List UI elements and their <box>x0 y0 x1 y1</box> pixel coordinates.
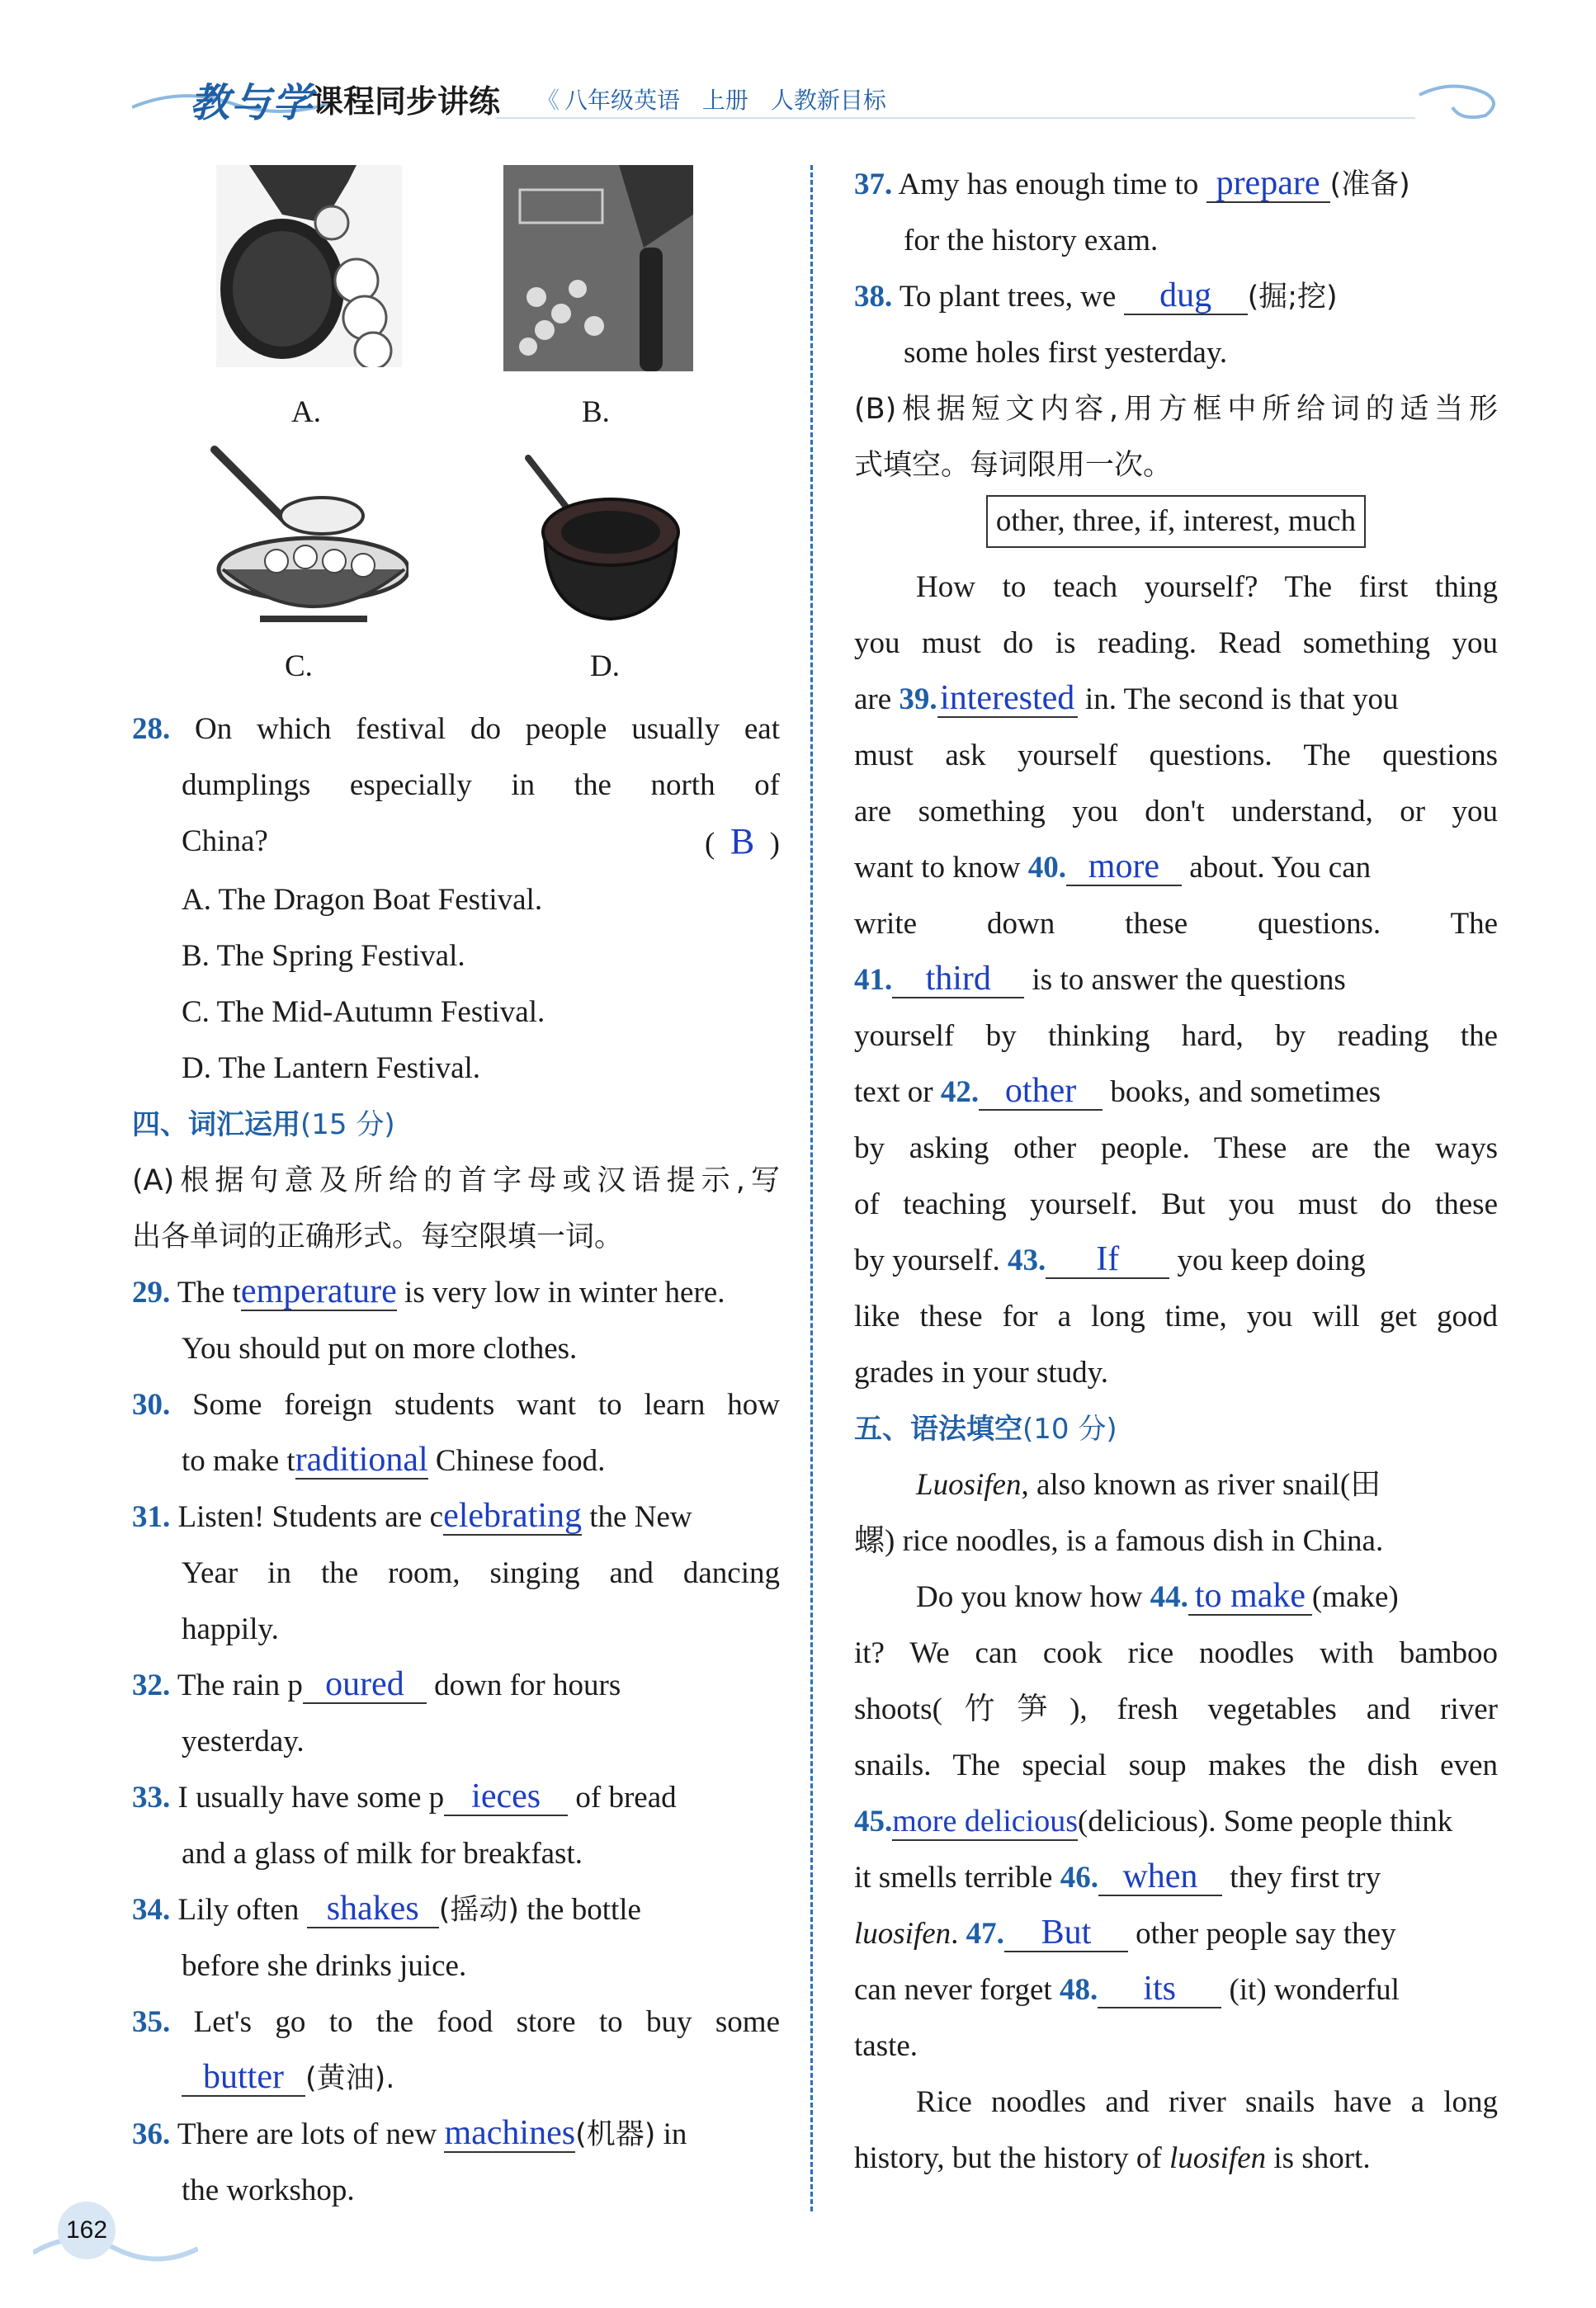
p1-line6 <box>854 840 1498 896</box>
q30-text-1: Some foreign students want to learn how <box>192 1388 780 1422</box>
p1-l3-pre: are <box>854 682 900 716</box>
p1-l8-post: is to answer the questions <box>1024 963 1346 997</box>
page-number: 162 <box>58 2202 116 2259</box>
header-title: 课程同步讲练 <box>312 83 501 120</box>
q47-answer[interactable]: But <box>1004 1914 1128 1952</box>
p2-line7 <box>854 1794 1498 1850</box>
p1-line7: write down these questions. The <box>854 907 1498 941</box>
q34-hint: (摇动) <box>438 1894 519 1927</box>
q46-answer[interactable]: when <box>1098 1858 1222 1896</box>
p1-line14: like these for a long time, you will get good <box>854 1300 1498 1333</box>
header-subtitle-text: 八年级英语 上册 人教新目标 <box>564 87 886 114</box>
p1-l6-pre: want to know <box>854 851 1028 885</box>
column-divider <box>810 165 813 2211</box>
p1-line10 <box>854 1064 1498 1121</box>
q38-line1 <box>854 269 1498 325</box>
q28-answer[interactable]: B <box>730 821 755 861</box>
image-a-caption: A. <box>291 395 321 429</box>
word-box: other, three, if, interest, much <box>986 495 1366 548</box>
section-5-label: 五、语法填空 <box>854 1413 1022 1446</box>
q34-post: the bottle <box>519 1893 641 1927</box>
q28-line2: dumplings especially in the north of <box>182 768 780 802</box>
q35-line1 <box>132 1994 780 2051</box>
q33-line2: and a glass of milk for breakfast. <box>182 1837 583 1871</box>
q28-line3 <box>132 814 780 872</box>
image-a-pan-dumplings <box>216 165 402 367</box>
q45-number: 45. <box>854 1805 893 1838</box>
q30-pre: to make t <box>182 1444 295 1478</box>
image-b-cutting-dough <box>503 165 693 371</box>
instruction-b-line1: (B)根据短文内容,用方框中所给词的适当形 <box>854 393 1498 426</box>
p2-line2: 螺) rice noodles, is a famous dish in China. <box>854 1524 1384 1558</box>
q43-number: 43. <box>1008 1244 1046 1277</box>
p2-l8-pre: it smells terrible <box>854 1861 1060 1895</box>
image-d-caption: D. <box>590 649 620 683</box>
p2-l1-rest: , also known as river snail(田 <box>1021 1468 1381 1502</box>
q35-line2 <box>132 2051 780 2107</box>
section-4-points: (15 分) <box>300 1108 395 1141</box>
q31-line2: Year in the room, singing and dancing <box>182 1556 780 1590</box>
q35-answer[interactable]: butter <box>182 2059 305 2097</box>
q36-pre: There are lots of new <box>177 2117 445 2151</box>
q32-post: down for hours <box>426 1668 621 1702</box>
p1-l13-post: you keep doing <box>1169 1244 1366 1277</box>
q30-answer[interactable]: raditional <box>295 1441 428 1479</box>
header-marker: 《 <box>536 87 560 114</box>
instruction-a-line2: 出各单词的正确形式。每空限填一词。 <box>132 1220 624 1253</box>
q32-line1 <box>132 1658 780 1714</box>
p2-line13 <box>854 2131 1498 2187</box>
q36-line1 <box>132 2107 780 2163</box>
q43-answer[interactable]: If <box>1046 1241 1169 1279</box>
p2-l10-pre: can never forget <box>854 1973 1060 2007</box>
q30-post: Chinese food. <box>427 1444 606 1478</box>
q38-answer[interactable]: dug <box>1124 277 1248 315</box>
p1-l13-pre: by yourself. <box>854 1244 1008 1277</box>
p1-line3 <box>854 672 1498 728</box>
right-column <box>854 157 1498 2187</box>
q35-number: 35. <box>132 2005 171 2039</box>
p2-line11: taste. <box>854 2029 918 2063</box>
q34-line2: before she drinks juice. <box>182 1949 467 1983</box>
p2-line6: snails. The special soup makes the dish even <box>854 1749 1498 1782</box>
q29-line2: You should put on more clothes. <box>182 1332 578 1366</box>
p2-line8 <box>854 1850 1498 1906</box>
p1-line12: of teaching yourself. But you must do these <box>854 1187 1498 1221</box>
q29-pre: The t <box>177 1276 241 1310</box>
p2-line4: it? We can cook rice noodles with bamboo <box>854 1636 1498 1670</box>
section-5-title <box>854 1401 1498 1457</box>
q33-pre: I usually have some p <box>177 1781 445 1815</box>
q37-answer[interactable]: prepare <box>1206 165 1330 203</box>
p2-line1 <box>854 1457 1498 1513</box>
p2-l7-post: (delicious). Some people think <box>1078 1805 1453 1838</box>
q34-number: 34. <box>132 1893 171 1927</box>
q36-answer[interactable]: machines <box>444 2114 576 2152</box>
q36-number: 36. <box>132 2117 171 2151</box>
q28-line1 <box>132 701 780 758</box>
instruction-a-line1: (A)根据句意及所给的首字母或汉语提示,写 <box>132 1164 780 1197</box>
section-5-points: (10 分) <box>1022 1413 1117 1446</box>
p1-line2: you must do is reading. Read something you <box>854 626 1498 660</box>
p2-l10-post: (it) wonderful <box>1221 1973 1400 2007</box>
p2-l13-a: history, but the history of <box>854 2141 1169 2175</box>
section-4-title <box>132 1097 780 1153</box>
q28-text-1: On which festival do people usually eat <box>195 712 780 746</box>
q29-line1 <box>132 1265 780 1321</box>
p1-l10-post: books, and sometimes <box>1103 1075 1381 1109</box>
image-c-caption: C. <box>285 649 313 683</box>
q34-answer[interactable]: shakes <box>307 1890 439 1928</box>
q44-answer[interactable]: to make <box>1188 1578 1312 1616</box>
q33-line1 <box>132 1770 780 1826</box>
q44-number: 44. <box>1150 1580 1188 1614</box>
q48-number: 48. <box>1059 1973 1098 2007</box>
p2-l3-post: (make) <box>1311 1580 1399 1614</box>
p1-l6-post: about. You can <box>1181 851 1372 885</box>
p2-luosifen-3: luosifen <box>1169 2141 1267 2175</box>
q32-number: 32. <box>132 1668 171 1702</box>
header-subtitle <box>536 83 886 116</box>
q38-pre: To plant trees, we <box>899 280 1124 314</box>
p2-line9 <box>854 1906 1498 1962</box>
word-box-row <box>854 493 1498 559</box>
p2-l9-dot: . <box>951 1917 966 1951</box>
q37-number: 37. <box>854 168 893 201</box>
p1-l3-post: in. The second is that you <box>1077 682 1399 716</box>
p2-line10 <box>854 1962 1498 2018</box>
q39-number: 39. <box>899 682 937 716</box>
p2-luosifen-2: luosifen <box>854 1917 951 1951</box>
q39-answer[interactable]: interested <box>937 680 1078 718</box>
q34-line1 <box>132 1882 780 1938</box>
q28-answer-paren: ( B ) <box>704 821 780 861</box>
q34-pre: Lily often <box>177 1893 307 1927</box>
q36-post: in <box>655 2117 687 2151</box>
q45-answer[interactable]: more delicious <box>892 1803 1078 1841</box>
q41-answer[interactable]: third <box>892 960 1024 998</box>
p2-l3-pre: Do you know how <box>916 1580 1150 1614</box>
q37-line2: for the history exam. <box>904 224 1159 257</box>
image-b-caption: B. <box>582 395 610 429</box>
instruction-b-line2: 式填空。每词限用一次。 <box>854 449 1173 482</box>
q36-line2: the workshop. <box>182 2173 355 2207</box>
header-logo: 教与学 <box>190 80 314 126</box>
p2-l9-post: other people say they <box>1127 1917 1396 1951</box>
q28-option-c: C. The Mid-Autumn Festival. <box>182 995 545 1029</box>
q47-number: 47. <box>966 1917 1004 1951</box>
q48-answer[interactable]: its <box>1098 1971 1221 2008</box>
q29-answer[interactable]: emperature <box>240 1272 397 1310</box>
q36-hint: (机器) <box>575 2118 656 2151</box>
q31-number: 31. <box>132 1500 171 1534</box>
q32-line2: yesterday. <box>182 1725 305 1758</box>
p2-luosifen-1: Luosifen <box>916 1468 1022 1502</box>
q38-hint: (掘;挖) <box>1247 281 1338 314</box>
p1-l10-pre: text or <box>854 1075 941 1109</box>
q33-post: of bread <box>568 1781 677 1815</box>
q28-option-b: B. The Spring Festival. <box>182 939 465 973</box>
p1-line13 <box>854 1233 1498 1289</box>
image-d-bowl-filling <box>520 450 693 623</box>
p2-line12: Rice noodles and river snails have a long <box>916 2085 1498 2119</box>
p2-l8-post: they first try <box>1221 1861 1381 1895</box>
section-4-label: 四、词汇运用 <box>132 1108 300 1141</box>
q37-line1 <box>854 157 1498 213</box>
p2-line3 <box>854 1569 1498 1626</box>
q46-number: 46. <box>1060 1861 1098 1895</box>
q31-line1 <box>132 1489 780 1546</box>
q40-number: 40. <box>1027 851 1066 885</box>
left-column <box>132 701 780 2219</box>
q33-answer[interactable]: ieces <box>444 1778 568 1816</box>
p1-line9: yourself by thinking hard, by reading the <box>854 1019 1498 1053</box>
q28-option-a: A. The Dragon Boat Festival. <box>182 883 543 917</box>
q41-number: 41. <box>854 963 893 997</box>
q32-answer[interactable]: oured <box>303 1666 427 1704</box>
q31-line3: happily. <box>182 1612 279 1646</box>
q42-number: 42. <box>940 1075 980 1109</box>
q29-number: 29. <box>132 1276 171 1310</box>
p1-line11: by asking other people. These are the ways <box>854 1131 1498 1165</box>
q33-number: 33. <box>132 1781 171 1815</box>
q38-number: 38. <box>854 280 893 314</box>
q42-answer[interactable]: other <box>979 1073 1103 1111</box>
q38-line2: some holes first yesterday. <box>904 336 1228 370</box>
q29-post: is very low in winter here. <box>396 1276 725 1310</box>
image-c-wok-dumplings <box>210 446 408 627</box>
q32-pre: The rain p <box>177 1668 303 1702</box>
q35-hint: (黄油). <box>305 2062 395 2095</box>
p1-line15: grades in your study. <box>854 1356 1108 1390</box>
p1-line1: How to teach yourself? The first thing <box>916 570 1498 604</box>
p1-line8 <box>854 952 1498 1008</box>
q30-number: 30. <box>132 1388 171 1422</box>
q31-pre: Listen! Students are c <box>177 1500 444 1534</box>
q28-number: 28. <box>132 712 171 746</box>
q28-option-d: D. The Lantern Festival. <box>182 1051 481 1085</box>
q31-post: the New <box>582 1500 692 1534</box>
q40-answer[interactable]: more <box>1066 848 1182 886</box>
p1-line5: are something you don't understand, or you <box>854 795 1498 828</box>
q30-line1 <box>132 1377 780 1433</box>
q28-text-3: China? <box>182 824 268 858</box>
q37-pre: Amy has enough time to <box>898 168 1206 201</box>
q35-text-1: Let's go to the food store to buy some <box>193 2005 781 2039</box>
q30-line2 <box>132 1433 780 1489</box>
q31-answer[interactable]: elebrating <box>443 1497 583 1535</box>
q37-hint: (准备) <box>1329 168 1410 201</box>
p2-line5: shoots(竹笋), fresh vegetables and river <box>854 1692 1498 1726</box>
p1-line4: must ask yourself questions. The questions <box>854 739 1498 772</box>
p2-l13-c: is short. <box>1266 2141 1371 2175</box>
